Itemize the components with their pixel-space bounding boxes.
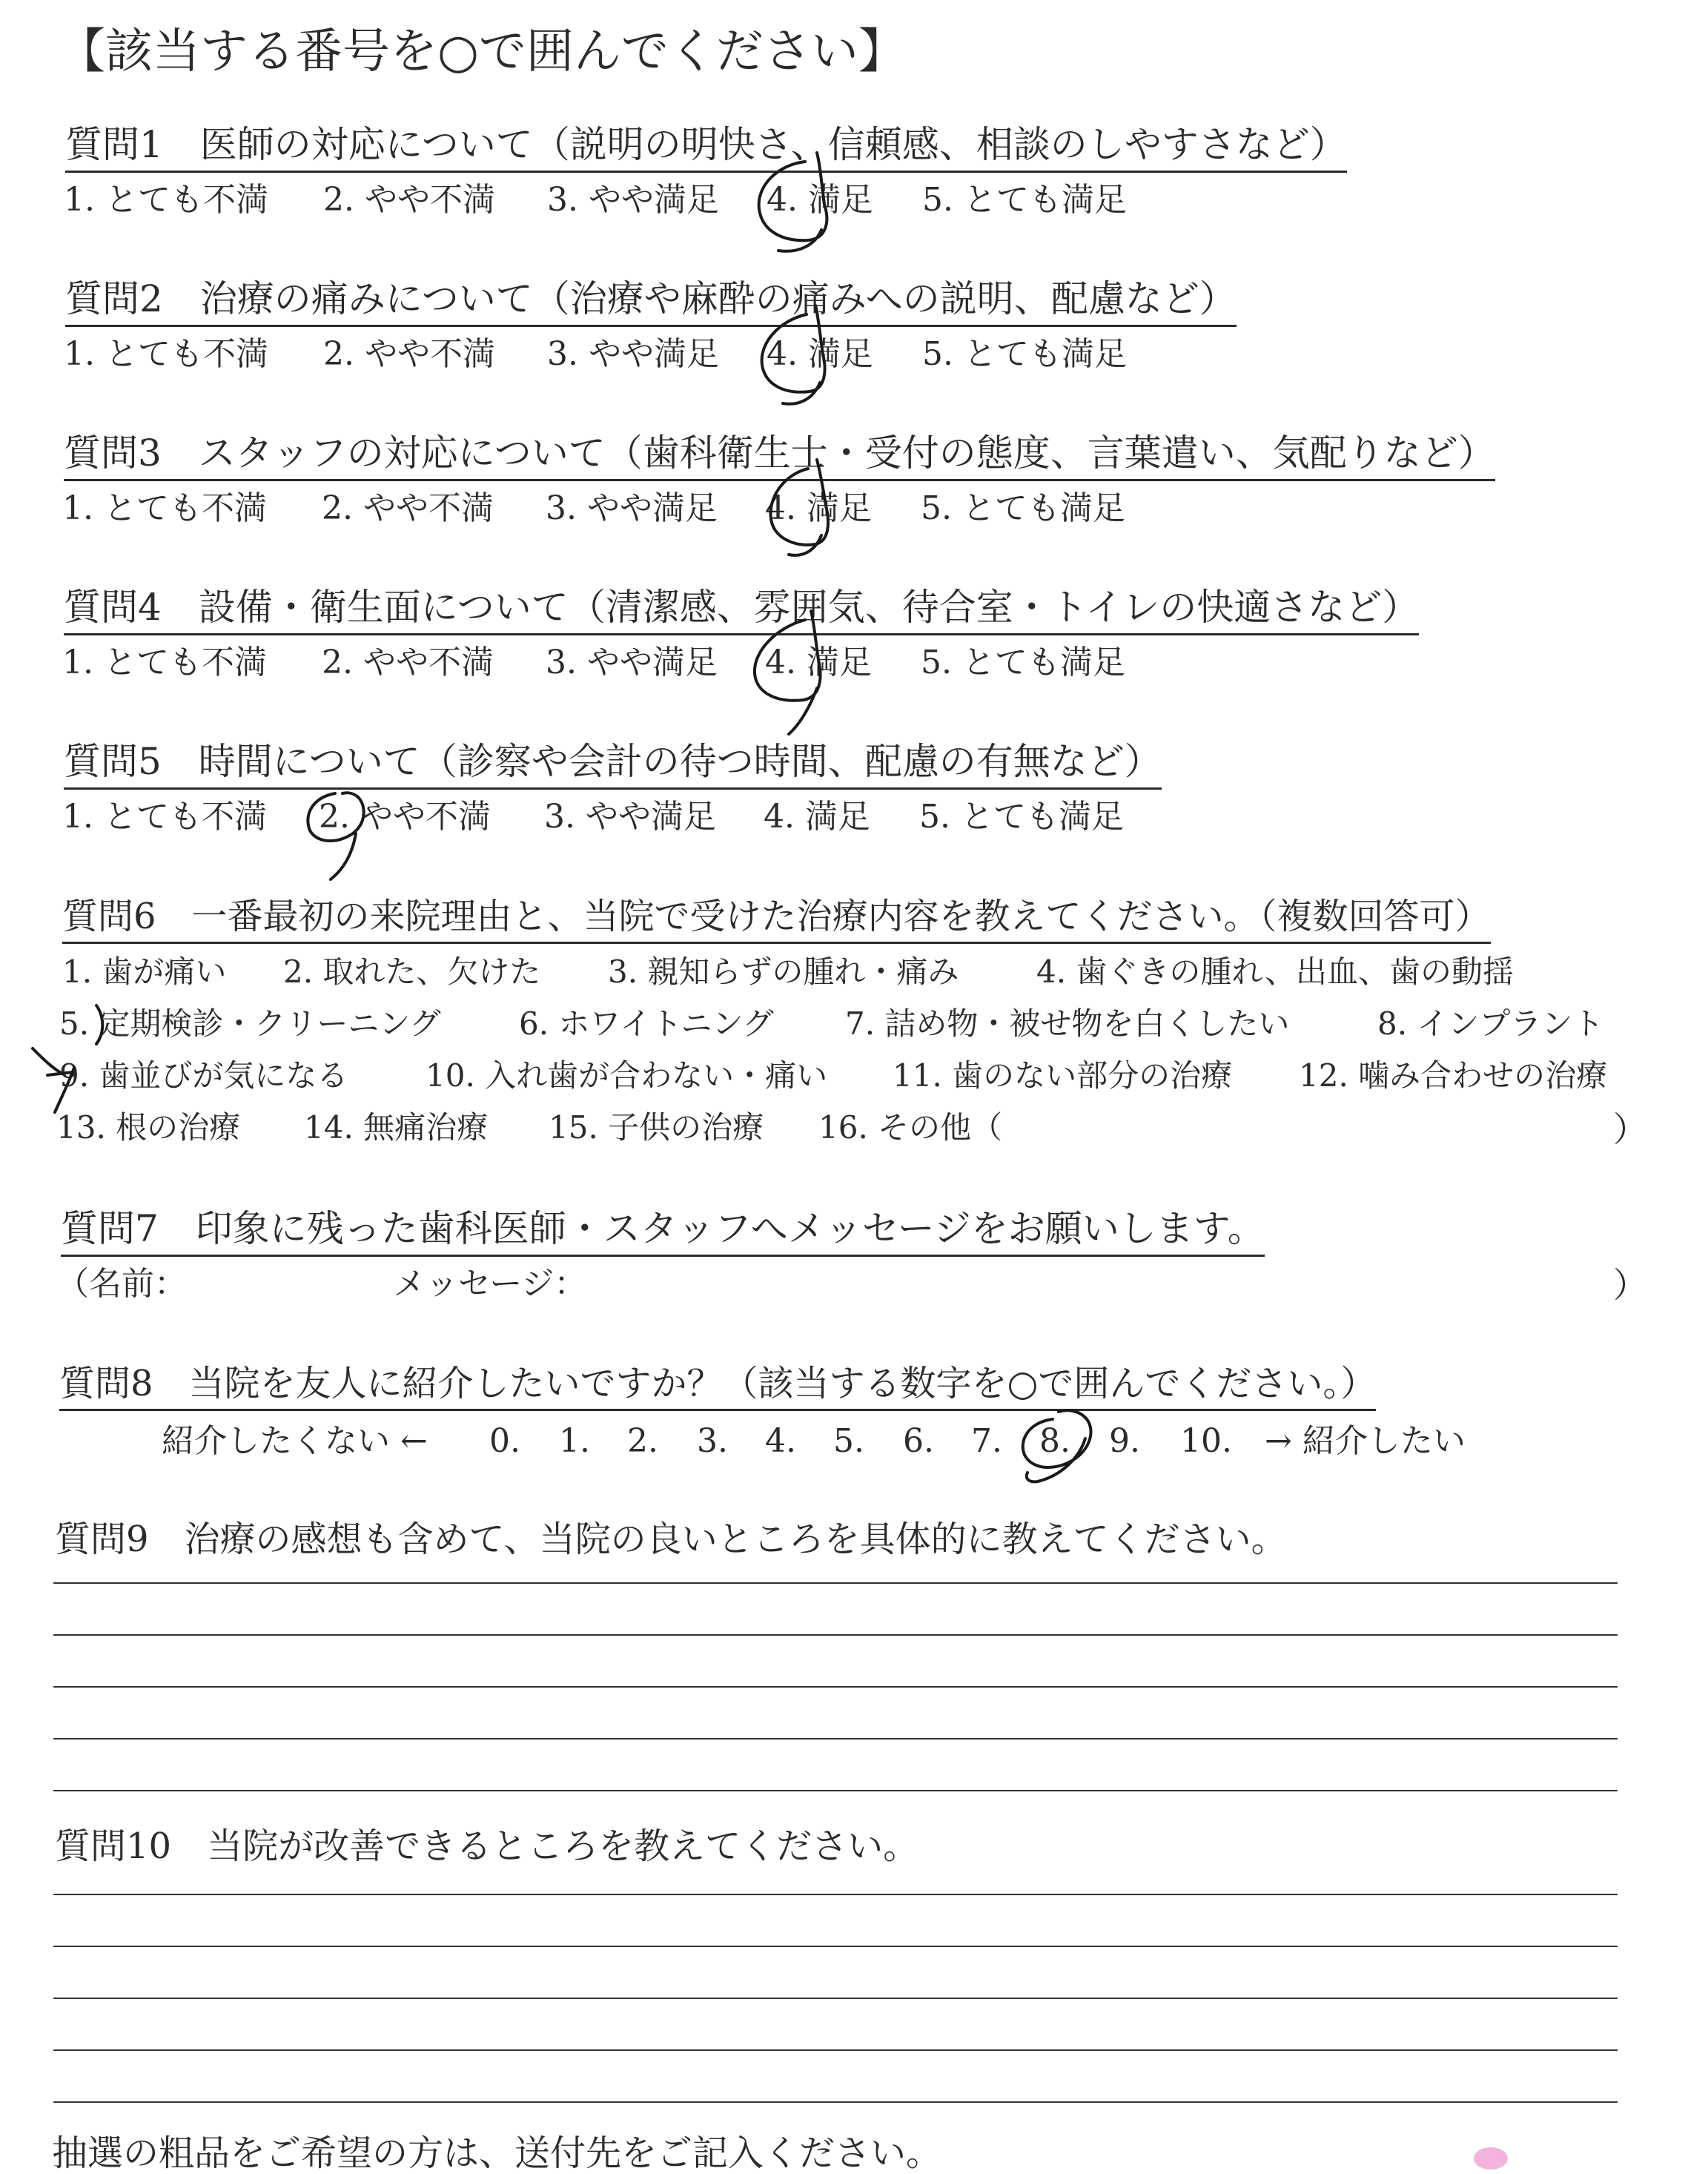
- q4-option-4[interactable]: 4. 満足: [765, 644, 872, 681]
- q1-option-5[interactable]: 5. とても満足: [922, 181, 1127, 219]
- q1-option-3[interactable]: 3. やや満足: [547, 181, 719, 219]
- q8-scale-1[interactable]: 1.: [559, 1422, 590, 1460]
- q5-option-3[interactable]: 3. やや満足: [544, 798, 716, 836]
- q10-answer-line-2[interactable]: [53, 1946, 1618, 1947]
- q8-right-label: → 紹介したい: [1265, 1422, 1466, 1460]
- q10-answer-line-4[interactable]: [53, 2049, 1618, 2051]
- q6-option-1[interactable]: 1. 歯が痛い: [62, 954, 227, 990]
- q6-option-7[interactable]: 7. 詰め物・被せ物を白くしたい: [845, 1005, 1290, 1042]
- question-9-title: 質問9 治療の感想も含めて、当院の良いところを具体的に教えてください。: [55, 1519, 1287, 1560]
- footer-note: 抽選の粗品をご希望の方は、送付先をご記入ください。: [52, 2132, 942, 2174]
- q5-option-1[interactable]: 1. とても不満: [62, 798, 267, 836]
- q4-option-1[interactable]: 1. とても不満: [62, 644, 267, 681]
- q6-option-4[interactable]: 4. 歯ぐきの腫れ、出血、歯の動揺: [1036, 954, 1514, 990]
- q4-option-5[interactable]: 5. とても満足: [921, 644, 1125, 681]
- q6-option-10[interactable]: 10. 入れ歯が合わない・痛い: [426, 1057, 828, 1094]
- question-1-title: 質問1 医師の対応について（説明の明快さ、信頼感、相談のしやすさなど）: [65, 126, 1347, 173]
- q10-answer-line-3[interactable]: [53, 1998, 1618, 1999]
- q3-option-3[interactable]: 3. やや満足: [546, 489, 718, 527]
- q8-scale-0[interactable]: 0.: [489, 1422, 520, 1460]
- q9-answer-line-2[interactable]: [53, 1634, 1618, 1636]
- q2-option-2[interactable]: 2. やや不満: [323, 335, 495, 373]
- q9-answer-line-1[interactable]: [53, 1582, 1618, 1584]
- q2-option-1[interactable]: 1. とても不満: [64, 335, 268, 373]
- q1-option-4[interactable]: 4. 満足: [767, 181, 873, 219]
- q8-scale-4[interactable]: 4.: [765, 1422, 796, 1460]
- question-10-title: 質問10 当院が改善できるところを教えてください。: [55, 1826, 919, 1867]
- q3-option-2[interactable]: 2. やや不満: [322, 489, 494, 527]
- q2-option-5[interactable]: 5. とても満足: [922, 335, 1127, 373]
- q9-answer-line-3[interactable]: [53, 1686, 1618, 1688]
- q1-option-1[interactable]: 1. とても不満: [64, 181, 268, 219]
- q5-option-2[interactable]: 2. やや不満: [319, 798, 491, 836]
- q6-option-6[interactable]: 6. ホワイトニング: [519, 1005, 774, 1042]
- question-3-title: 質問3 スタッフの対応について（歯科衛生士・受付の態度、言葉遣い、気配りなど）: [64, 435, 1495, 481]
- q7-message-label: メッセージ：: [393, 1265, 587, 1303]
- q6-option-2[interactable]: 2. 取れた、欠けた: [283, 954, 541, 990]
- question-5-title: 質問5 時間について（診察や会計の待つ時間、配慮の有無など）: [64, 743, 1162, 790]
- q6-option-14[interactable]: 14. 無痛治療: [304, 1109, 489, 1146]
- page-heading: 【該当する番号を○で囲んでください】: [58, 24, 906, 79]
- question-4-title: 質問4 設備・衛生面について（清潔感、雰囲気、待合室・トイレの快適さなど）: [64, 589, 1419, 635]
- q8-scale-10[interactable]: 10.: [1180, 1422, 1232, 1460]
- q6-option-13[interactable]: 13. 根の治療: [56, 1109, 241, 1146]
- pink-sticker: [1474, 2147, 1508, 2170]
- q8-scale-5[interactable]: 5.: [833, 1422, 864, 1460]
- q6-option-11[interactable]: 11. 歯のない部分の治療: [893, 1057, 1233, 1094]
- q6-option-15[interactable]: 15. 子供の治療: [549, 1109, 764, 1146]
- q10-answer-line-5[interactable]: [53, 2101, 1618, 2103]
- question-6-title: 質問6 一番最初の来院理由と、当院で受けた治療内容を教えてください。（複数回答可）: [62, 899, 1491, 944]
- q1-option-2[interactable]: 2. やや不満: [323, 181, 495, 219]
- q9-answer-line-4[interactable]: [53, 1738, 1618, 1739]
- q5-option-5[interactable]: 5. とても満足: [919, 798, 1124, 836]
- q7-close-paren: ）: [1613, 1265, 1647, 1305]
- q5-option-4[interactable]: 4. 満足: [764, 798, 870, 836]
- question-7-title: 質問7 印象に残った歯科医師・スタッフへメッセージをお願いします。: [61, 1210, 1265, 1257]
- q3-option-4[interactable]: 4. 満足: [765, 489, 872, 527]
- q6-option-5[interactable]: 5. 定期検診・クリーニング: [59, 1005, 441, 1042]
- question-8-title: 質問8 当院を友人に紹介したいですか？（該当する数字を○で囲んでください。）: [59, 1366, 1376, 1411]
- q8-left-label: 紹介したくない ←: [162, 1422, 428, 1460]
- q6-option-16[interactable]: 16. その他（: [818, 1109, 1003, 1146]
- question-2-title: 質問2 治療の痛みについて（治療や麻酔の痛みへの説明、配慮など）: [65, 280, 1237, 327]
- q3-option-5[interactable]: 5. とても満足: [921, 489, 1125, 527]
- q6-option-8[interactable]: 8. インプラント: [1377, 1005, 1604, 1042]
- q8-scale-6[interactable]: 6.: [903, 1422, 934, 1460]
- q10-answer-line-1[interactable]: [53, 1894, 1618, 1895]
- q8-scale-7[interactable]: 7.: [971, 1422, 1002, 1460]
- q6-other-close-paren: ）: [1613, 1109, 1647, 1149]
- q8-scale-8[interactable]: 8.: [1039, 1422, 1070, 1460]
- q2-option-4[interactable]: 4. 満足: [767, 335, 873, 373]
- q4-option-3[interactable]: 3. やや満足: [546, 644, 718, 681]
- q3-option-1[interactable]: 1. とても不満: [62, 489, 267, 527]
- q6-option-3[interactable]: 3. 親知らずの腫れ・痛み: [608, 954, 959, 990]
- q8-scale-9[interactable]: 9.: [1109, 1422, 1140, 1460]
- q6-option-12[interactable]: 12. 噛み合わせの治療: [1299, 1057, 1608, 1094]
- q9-answer-line-5[interactable]: [53, 1790, 1618, 1791]
- q2-option-3[interactable]: 3. やや満足: [547, 335, 719, 373]
- q4-option-2[interactable]: 2. やや不満: [322, 644, 494, 681]
- q6-option-9[interactable]: 9. 歯並びが気になる: [59, 1057, 348, 1094]
- q8-scale-3[interactable]: 3.: [697, 1422, 728, 1460]
- q8-scale-2[interactable]: 2.: [627, 1422, 658, 1460]
- q7-name-label: （名前：: [56, 1265, 187, 1303]
